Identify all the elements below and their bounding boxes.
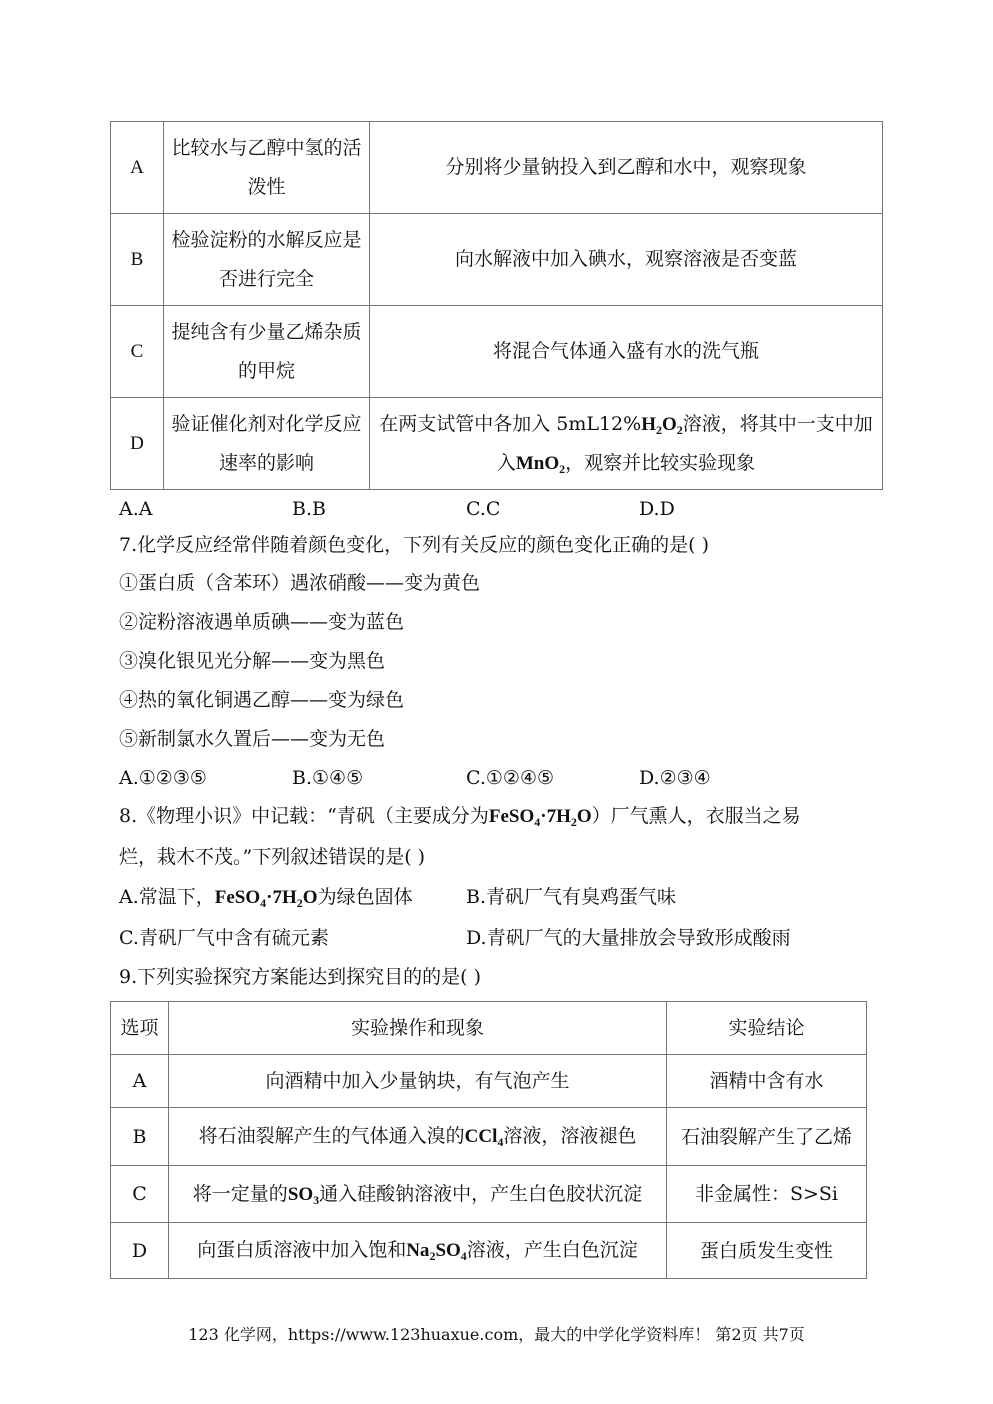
formula-so3: $SO_3$ xyxy=(287,1183,320,1207)
q8-stem-text: ）厂气熏人，衣服当之易 xyxy=(591,805,801,827)
formula-h2o2: $H_2O_2$ xyxy=(641,413,683,437)
operation-text: 通入硅酸钠溶液中，产生白色胶状沉淀 xyxy=(319,1182,643,1205)
operation-cell xyxy=(169,1166,667,1223)
option-label: D xyxy=(111,1223,169,1279)
q7-item: ②淀粉溶液遇单质碘——变为蓝色 xyxy=(119,611,405,633)
table-row xyxy=(111,306,883,398)
option-label: C xyxy=(111,1166,169,1223)
operation-cell xyxy=(169,1223,667,1279)
formula-feso4-7h2o: $FeSO_4\cdot 7H_2O$ xyxy=(488,806,592,829)
q8-stem-text: 8.《物理小识》中记载：“青矾（主要成分为 xyxy=(119,805,489,827)
table-header-row xyxy=(111,1002,867,1055)
q7-option-c: C.①②④⑤ xyxy=(466,767,555,789)
header-cell: 实验结论 xyxy=(667,1002,867,1055)
option-label: C xyxy=(111,306,164,398)
header-cell: 实验操作和现象 xyxy=(169,1002,667,1055)
table-row xyxy=(111,1055,867,1108)
q7-item: ①蛋白质（含苯环）遇浓硝酸——变为黄色 xyxy=(119,572,481,594)
option-label: A xyxy=(111,1055,169,1108)
purpose-cell: 验证催化剂对化学反应速率的影响 xyxy=(164,398,370,490)
operation-text: 溶液，产生白色沉淀 xyxy=(466,1239,638,1261)
q6-option-c: C.C xyxy=(466,498,501,520)
operation-cell xyxy=(169,1108,667,1166)
q9-stem: 9.下列实验探究方案能达到探究目的的是( ) xyxy=(119,966,481,988)
q6-option-d: D.D xyxy=(639,498,675,520)
table-row xyxy=(111,122,883,214)
experiment-table-q9 xyxy=(110,1001,867,1279)
q6-option-a: A.A xyxy=(119,498,153,520)
q8-option-c: C.青矾厂气中含有硫元素 xyxy=(119,927,329,949)
operation-text: 向蛋白质溶液中加入饱和 xyxy=(197,1239,407,1261)
option-label: D xyxy=(111,398,164,490)
page-footer: 123 化学网，https://www.123huaxue.com，最大的中学化学资料库！ 第2页 共7页 xyxy=(188,1325,805,1344)
formula-feso4-7h2o: $FeSO_4\cdot 7H_2O$ xyxy=(214,887,318,910)
table-row xyxy=(111,1166,867,1223)
table-row xyxy=(111,1108,867,1166)
q7-item: ⑤新制氯水久置后——变为无色 xyxy=(119,728,386,750)
option-label: B xyxy=(111,1108,169,1166)
q6-option-b: B.B xyxy=(292,498,326,520)
option-label: B xyxy=(111,214,164,306)
method-cell: 分别将少量钠投入到乙醇和水中，观察现象 xyxy=(370,122,883,214)
q8-stem xyxy=(119,803,801,830)
q7-stem: 7.化学反应经常伴随着颜色变化，下列有关反应的颜色变化正确的是( ) xyxy=(119,534,709,556)
table-row xyxy=(111,1223,867,1279)
method-text: 溶液，将其中一支中加入 xyxy=(496,412,873,474)
header-cell: 选项 xyxy=(111,1002,169,1055)
formula-mno2: MnO$_2$ xyxy=(515,452,566,476)
conclusion-cell: 非金属性：S>Si xyxy=(667,1166,867,1223)
purpose-cell: 提纯含有少量乙烯杂质的甲烷 xyxy=(164,306,370,398)
method-text: 在两支试管中各加入 5mL12% xyxy=(379,412,642,435)
method-cell: 将混合气体通入盛有水的洗气瓶 xyxy=(370,306,883,398)
q8-option-a xyxy=(119,884,413,911)
purpose-cell: 比较水与乙醇中氢的活泼性 xyxy=(164,122,370,214)
q8-option-d: D.青矾厂气的大量排放会导致形成酸雨 xyxy=(466,927,791,949)
operation-cell: 向酒精中加入少量钠块，有气泡产生 xyxy=(169,1055,667,1108)
formula-ccl4: CCl$_4$ xyxy=(464,1126,504,1149)
q7-item: ③溴化银见光分解——变为黑色 xyxy=(119,650,386,672)
purpose-cell: 检验淀粉的水解反应是否进行完全 xyxy=(164,214,370,306)
table-row xyxy=(111,398,883,490)
q7-option-b: B.①④⑤ xyxy=(292,767,364,789)
conclusion-cell: 石油裂解产生了乙烯 xyxy=(667,1108,867,1166)
q8-stem-line2: 烂，栽木不茂。”下列叙述错误的是( ) xyxy=(119,846,426,868)
operation-text: 溶液，溶液褪色 xyxy=(503,1125,637,1147)
formula-na2so4: $Na_2SO_4$ xyxy=(406,1240,467,1263)
q7-option-a: A.①②③⑤ xyxy=(119,767,207,789)
q8-option-a-text: A.常温下， xyxy=(119,886,215,908)
method-text: ，观察并比较实验现象 xyxy=(565,451,756,474)
conclusion-cell: 蛋白质发生变性 xyxy=(667,1223,867,1279)
q7-option-d: D.②③④ xyxy=(639,767,711,789)
operation-text: 将石油裂解产生的气体通入溴的 xyxy=(198,1125,465,1147)
experiment-table-q6 xyxy=(110,121,883,490)
q8-option-a-text: 为绿色固体 xyxy=(317,886,413,908)
method-cell xyxy=(370,398,883,490)
q7-item: ④热的氧化铜遇乙醇——变为绿色 xyxy=(119,689,405,711)
operation-text: 将一定量的 xyxy=(192,1182,288,1205)
conclusion-cell: 酒精中含有水 xyxy=(667,1055,867,1108)
option-label: A xyxy=(111,122,164,214)
method-cell: 向水解液中加入碘水，观察溶液是否变蓝 xyxy=(370,214,883,306)
table-row xyxy=(111,214,883,306)
q8-option-b: B.青矾厂气有臭鸡蛋气味 xyxy=(466,886,677,908)
